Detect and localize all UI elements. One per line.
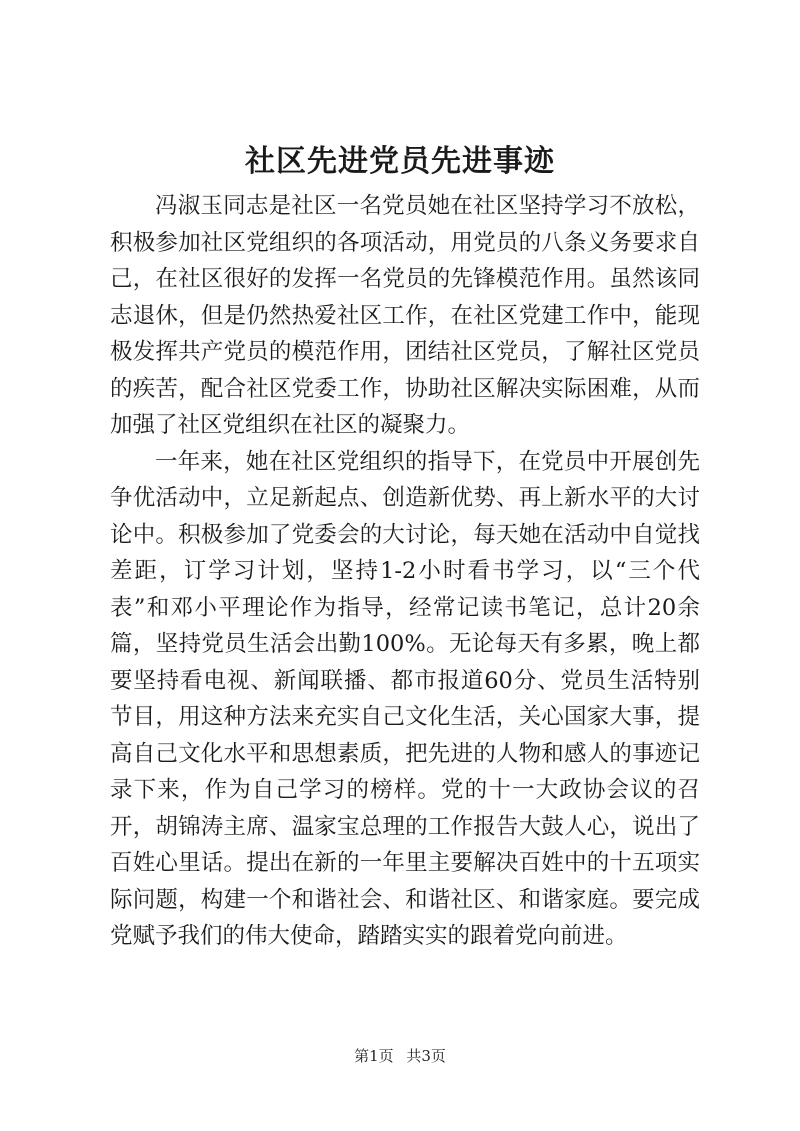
- document-body: [110, 188, 700, 955]
- page-title: 社区先进党员先进事迹: [245, 144, 555, 179]
- paragraph-2: 一年来，她在社区党组织的指导下，在党员中开展创先争优活动中，立足新起点、创造新优势、再上新水平的大讨论中。积极参加了党委会的大讨论，每天她在活动中自觉找差距，订学习计划，坚持1-2小时看书学习，以“三个代表”和邓小平理论作为指导，经常记读书笔记，总计20余篇，坚持党员生活会出勤100%。无论每天有多累，晚上都要坚持看电视、新闻联播、都市报道60分、党员生活特别节目，用这种方法来充实自己文化生活，关心国家大事，提高自己文化水平和思想素质，把先进的人物和感人的事迹记录下来，作为自己学习的榜样。党的十一大政协会议的召开，胡锦涛主席、温家宝总理的工作报告大鼓人心，说出了百姓心里话。提出在新的一年里主要解决百姓中的十五项实际问题，构建一个和谐社会、和谐社区、和谐家庭。要完成党赋予我们的伟大使命，踏踏实实的跟着党向前进。: [110, 448, 700, 949]
- page-number: 第1页: [354, 1047, 394, 1065]
- paragraph-1: 冯淑玉同志是社区一名党员她在社区坚持学习不放松，积极参加社区党组织的各项活动，用党员的八条义务要求自己，在社区很好的发挥一名党员的先锋模范作用。虽然该同志退休，但是仍然热爱社区工作，在社区党建工作中，能现极发挥共产党员的模范作用，团结社区党员，了解社区党员的疾苦，配合社区党委工作，协助社区解决实际困难，从而加强了社区党组织在社区的凝聚力。: [110, 193, 700, 438]
- page-footer: [0, 1045, 800, 1067]
- total-pages: 共3页: [406, 1047, 446, 1065]
